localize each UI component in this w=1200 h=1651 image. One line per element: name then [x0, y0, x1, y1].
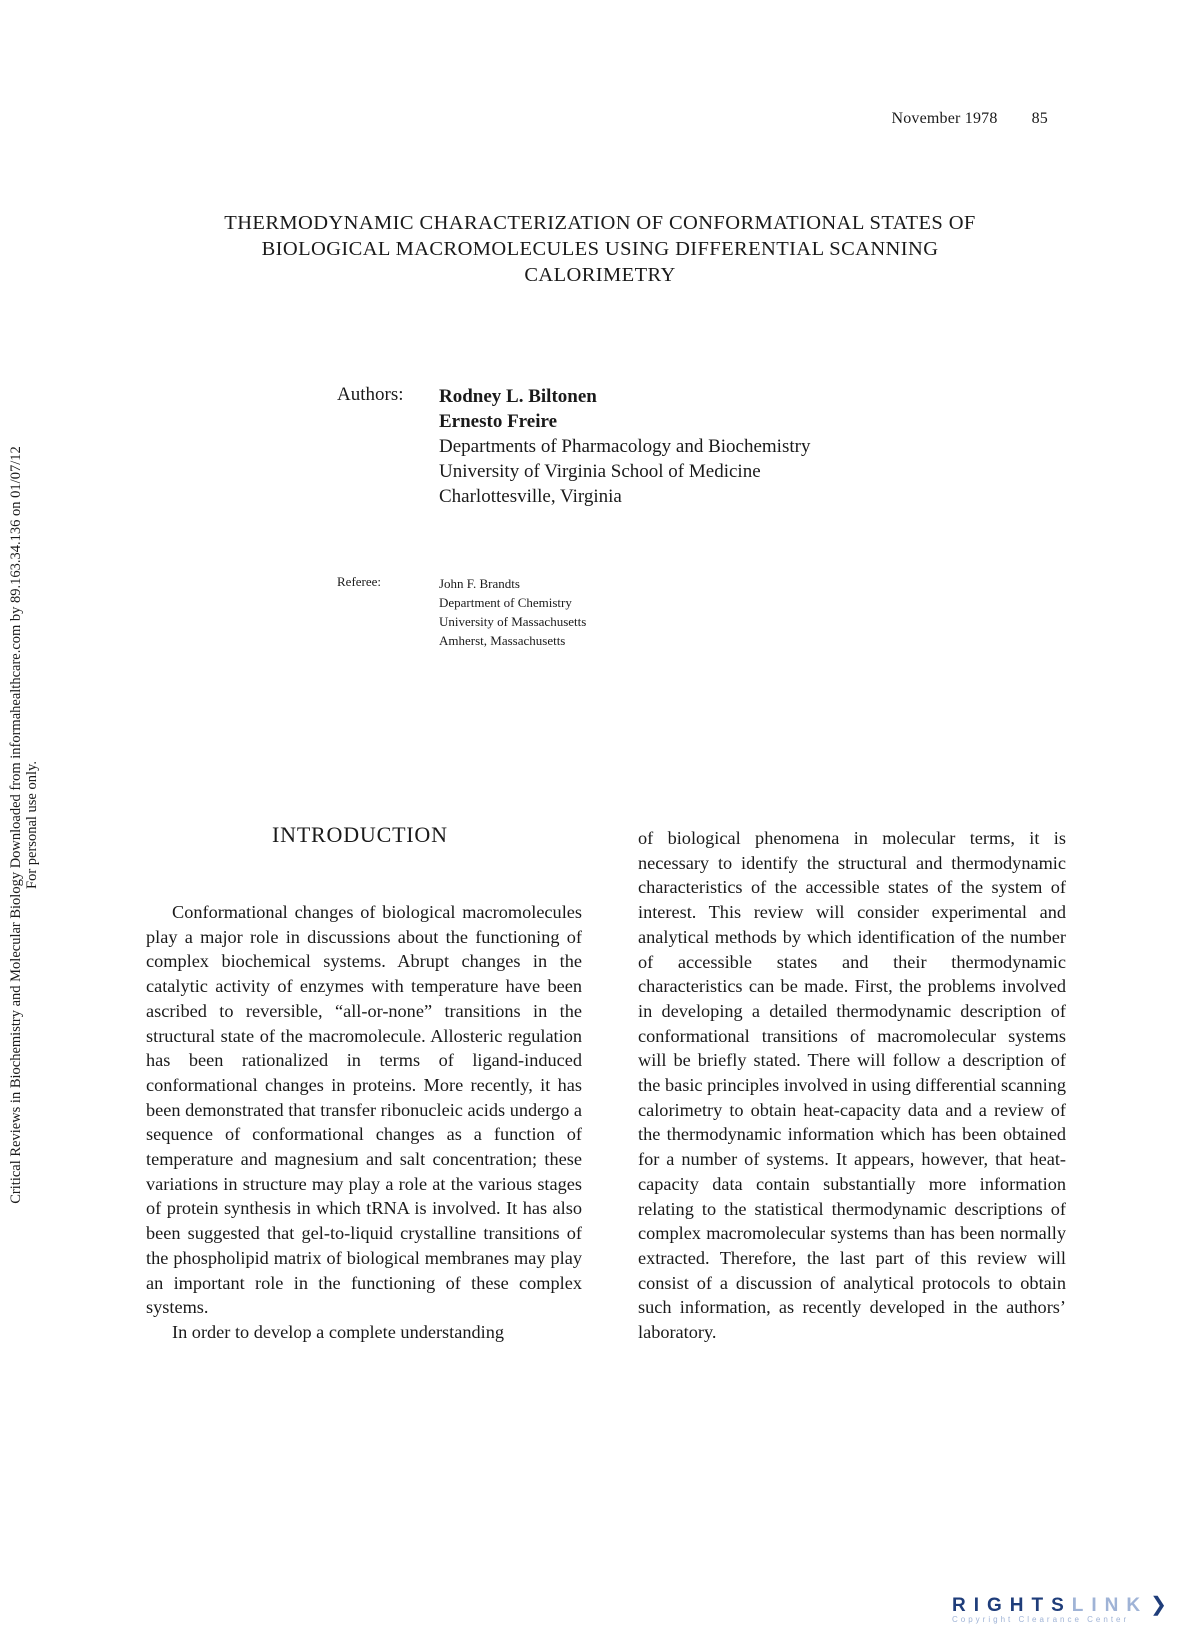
- title-line: BIOLOGICAL MACROMOLECULES USING DIFFERENTIAL SCANNING: [261, 238, 939, 260]
- author-name: Rodney L. Biltonen: [439, 386, 597, 407]
- referee-line: John F. Brandts: [439, 576, 520, 591]
- rightslink-logo[interactable]: [952, 1592, 1167, 1624]
- issue-date: November 1978: [891, 110, 998, 127]
- referee-block: [439, 574, 586, 650]
- referee-line: Amherst, Massachusetts: [439, 633, 566, 648]
- logo-tagline: Copyright Clearance Center: [952, 1615, 1130, 1624]
- referee-line: Department of Chemistry: [439, 595, 572, 610]
- paragraph: Conformational changes of biological macromolecules play a major role in discussions about the functioning of complex biochemical systems. Abrupt changes in the catalytic activity of enzymes with temperature have been ascribed to reversible, “all-or-none” transitions in the structural state of the macromolecule. Allosteric regulation has been rationalized in terms of ligand-induced conformational changes in proteins. More recently, it has been demonstrated that transfer ribonucleic acids undergo a sequence of conformational changes as a function of temperature and magnesium and salt concentration; these variations in structure may play a role at the various stages of protein synthesis in which tRNA is involved. It has also been suggested that gel-to-liquid crystalline transitions of the phospholipid matrix of biological membranes may play an important role in the functioning of these complex systems.: [146, 902, 582, 1318]
- author-name: Ernesto Freire: [439, 411, 558, 432]
- logo-word-link: LINK: [1071, 1595, 1149, 1616]
- title-line: CALORIMETRY: [524, 264, 676, 286]
- author-block: [439, 384, 810, 509]
- section-heading: INTRODUCTION: [272, 822, 448, 847]
- left-column: [146, 900, 582, 1345]
- watermark-line: Critical Reviews in Biochemistry and Molecular Biology Downloaded from informahealthcare.com by 89.163.34.136 on 01/07/12: [8, 446, 24, 1204]
- affiliation-line: Charlottesville, Virginia: [439, 486, 622, 507]
- article-title: [140, 210, 1060, 288]
- paragraph: of biological phenomena in molecular terms, it is necessary to identify the structural and thermodynamic characteristics of the accessible states of the system of interest. This review will consider experimental and analytical methods by which identification of the number of accessible states and their thermodynamic characteristics can be made. First, the problems involved in developing a detailed thermodynamic description of conformational transitions of macromolecular systems will be briefly stated. There will follow a description of the basic principles involved in using differential scanning calorimetry to obtain heat-capacity data and a review of the thermodynamic information which has been obtained for a number of systems. It appears, however, that heat-capacity data contain substantially more information relating to the statistical thermodynamic descriptions of complex macromolecular systems than has been normally extracted. Therefore, the last part of this review will consist of a discussion of analytical protocols to obtain such information, as recently developed in the authors’ laboratory.: [638, 828, 1066, 1343]
- watermark-line: For personal use only.: [24, 761, 40, 889]
- paragraph: In order to develop a complete understanding: [172, 1321, 504, 1342]
- rightslink-arrow-icon: ❯: [1150, 1594, 1167, 1616]
- download-watermark: [0, 385, 48, 1265]
- referee-line: University of Massachusetts: [439, 614, 587, 629]
- authors-label: Authors:: [337, 384, 404, 405]
- logo-word-rights: RIGHTS: [952, 1595, 1072, 1616]
- page-number: 85: [1031, 110, 1048, 127]
- title-line: THERMODYNAMIC CHARACTERIZATION OF CONFORMATIONAL STATES OF: [224, 212, 976, 234]
- affiliation-line: University of Virginia School of Medicine: [439, 461, 761, 482]
- right-column: [638, 826, 1066, 1345]
- referee-label: Referee:: [337, 574, 382, 589]
- affiliation-line: Departments of Pharmacology and Biochemistry: [439, 436, 811, 457]
- running-header: [891, 110, 1048, 128]
